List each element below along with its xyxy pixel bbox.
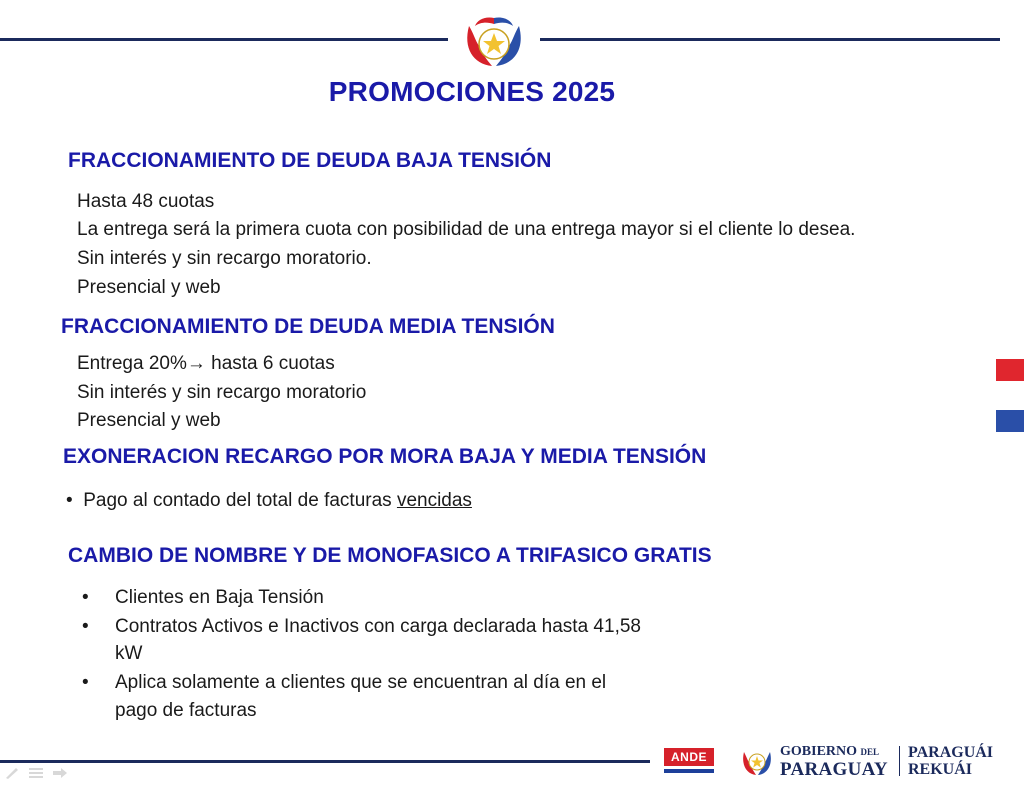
forward-arrow-icon[interactable] (52, 766, 68, 778)
page-title: PROMOCIONES 2025 (328, 76, 616, 107)
section1-line: La entrega será la primera cuota con posibilidad de una entrega mayor si el cliente lo desea. (77, 219, 856, 240)
bullet-text: Pago al contado del total de facturas (83, 490, 397, 511)
section4-bullet-text: Clientes en Baja Tensión (115, 587, 324, 608)
section4-bullet-dot: • (82, 587, 89, 608)
section4-bullet-text-cont: kW (115, 643, 143, 664)
government-seal-icon (740, 744, 774, 778)
ande-stripe-blue (664, 769, 714, 773)
section-heading-exoneracion: EXONERACION RECARGO POR MORA BAJA Y MEDIA TENSIÓN (63, 445, 707, 468)
government-logo-text (780, 744, 888, 780)
slide-toolbar (4, 766, 68, 778)
side-mark-blue (996, 410, 1024, 432)
gov-del-text: DEL (860, 747, 880, 757)
section4-bullet-text: Aplica solamente a clientes que se encuentran al día en el (115, 672, 607, 693)
slogan-logo-text (908, 744, 993, 778)
top-rule-right (540, 38, 1000, 41)
side-mark-red (996, 359, 1024, 381)
national-seal-icon (459, 10, 529, 72)
section4-bullet-dot: • (82, 616, 89, 637)
logo-divider (899, 746, 900, 776)
section2-line: Sin interés y sin recargo moratorio (77, 382, 367, 403)
pen-icon[interactable] (4, 766, 20, 778)
cuotas-text: hasta 6 cuotas (211, 353, 335, 374)
section2-line-entrega (77, 353, 335, 375)
gov-top-text: GOBIERNO (780, 744, 858, 759)
section-heading-media-tension: FRACCIONAMIENTO DE DEUDA MEDIA TENSIÓN (61, 315, 555, 338)
menu-icon[interactable] (28, 766, 44, 778)
top-rule-left (0, 38, 448, 41)
slogan-top: PARAGUÁI (908, 744, 994, 761)
ande-logo-text: ANDE (664, 748, 714, 766)
section4-bullet-text-cont: pago de facturas (115, 700, 257, 721)
slogan-bottom: REKUÁI (908, 761, 973, 778)
section3-bullet (66, 490, 472, 512)
gov-bottom-text: PARAGUAY (780, 759, 888, 780)
entrega-text: Entrega 20% (77, 353, 187, 374)
bullet-underlined-text: vencidas (396, 490, 472, 511)
arrow-right-icon: → (186, 353, 206, 374)
section-heading-baja-tension: FRACCIONAMIENTO DE DEUDA BAJA TENSIÓN (68, 149, 552, 172)
section1-line: Hasta 48 cuotas (77, 191, 215, 212)
section1-line: Sin interés y sin recargo moratorio. (77, 248, 372, 269)
bullet-dot: • (66, 490, 84, 511)
bottom-rule (0, 760, 650, 763)
ande-logo (664, 748, 714, 776)
section2-line: Presencial y web (77, 410, 221, 431)
section-heading-cambio-nombre: CAMBIO DE NOMBRE Y DE MONOFASICO A TRIFASICO GRATIS (68, 544, 712, 567)
section4-bullet-text: Contratos Activos e Inactivos con carga declarada hasta 41,58 (115, 616, 641, 637)
section4-bullet-dot: • (82, 672, 89, 693)
section1-line: Presencial y web (77, 277, 221, 298)
